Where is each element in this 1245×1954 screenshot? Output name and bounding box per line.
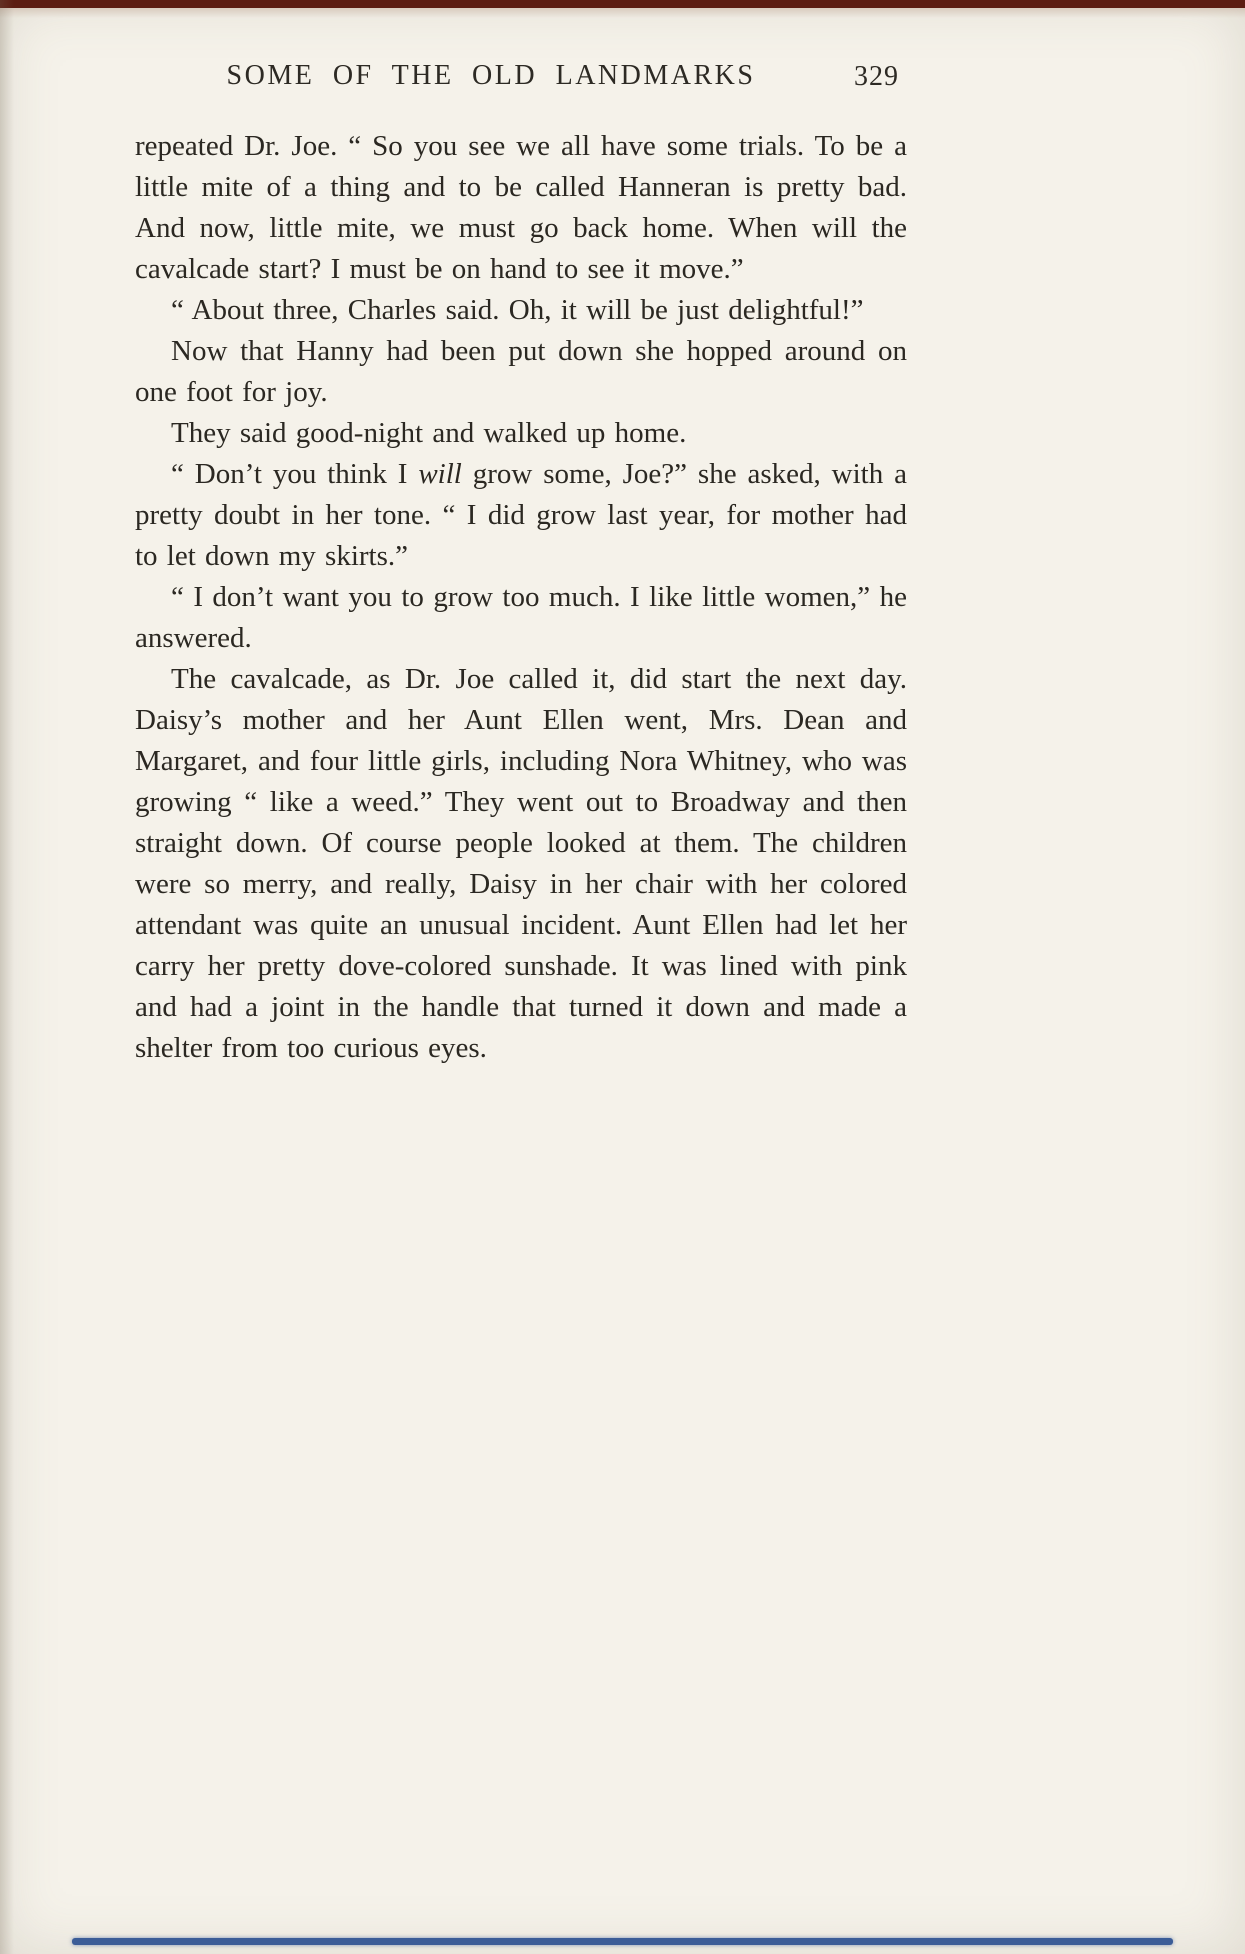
body-text: “ Don’t you think I xyxy=(171,458,419,490)
paragraph xyxy=(135,290,907,331)
paragraph xyxy=(135,577,907,659)
body-text: The cavalcade, as Dr. Joe called it, did start the next day. Daisy’s mother and her Aunt Ellen went, Mrs. Dean and Margaret, and four little girls, including Nora Whitney, who was growing “ like a weed.” They went out to Broadway and then straight down. Of course people looked at them. The children were so merry, and really, Daisy in her chair with her colored attendant was quite an unusual incident. Aunt Ellen had let her carry her pretty dove-colored sunshade. It was lined with pink and had a joint in the handle that turned it down and made a shelter from too curious eyes. xyxy=(135,663,907,1064)
italic-text: will xyxy=(418,458,462,490)
scan-bottom-edge-artifact xyxy=(72,1938,1173,1945)
body-text: grow some, Joe?” she asked, with a pretty doubt in her tone. “ I did grow last year, for mother had to let down my skirts.” xyxy=(135,458,907,572)
text-block xyxy=(135,126,907,1069)
body-text: Now that Hanny had been put down she hopped around on one foot for joy. xyxy=(135,335,907,408)
body-text: “ About three, Charles said. Oh, it will be just delightful!” xyxy=(171,294,864,326)
body-text: They said good-night and walked up home. xyxy=(171,417,687,449)
page-header xyxy=(135,60,907,100)
body-text: repeated Dr. Joe. “ So you see we all have some trials. To be a little mite of a thing and to be called Hanneran is pretty bad. And now, little mite, we must go back home. When will the cavalcade start? I must be on hand to see it move.” xyxy=(135,130,907,285)
body-text: “ I don’t want you to grow too much. I like little women,” he answered. xyxy=(135,581,907,654)
running-title: SOME OF THE OLD LANDMARKS xyxy=(226,60,756,91)
scan-left-edge-shade xyxy=(0,0,14,1954)
paragraph xyxy=(135,126,907,290)
paragraph xyxy=(135,413,907,454)
paragraph xyxy=(135,454,907,577)
paragraph xyxy=(135,331,907,413)
paragraph xyxy=(135,659,907,1069)
scan-top-edge-fade xyxy=(0,8,1245,18)
scan-top-edge-artifact xyxy=(0,0,1245,8)
page-number: 329 xyxy=(854,61,899,92)
